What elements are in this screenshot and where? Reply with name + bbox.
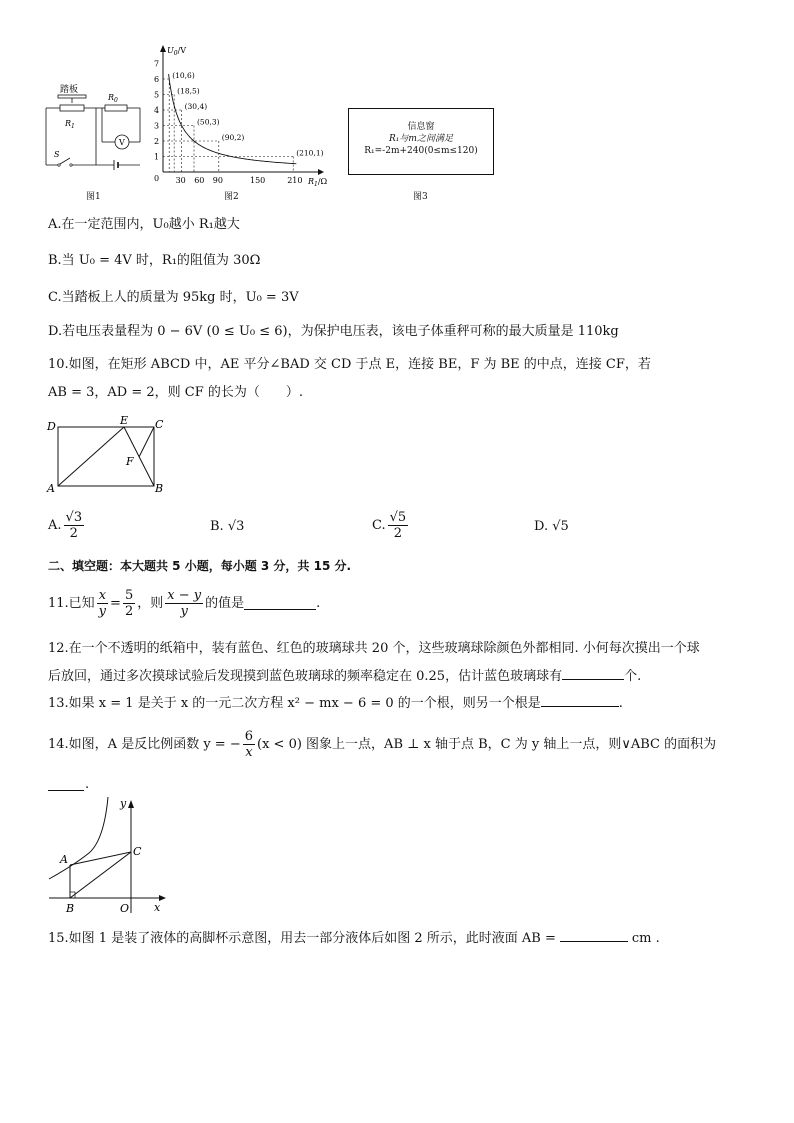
y-tick-label: 1 bbox=[154, 152, 160, 162]
section-2-heading: 二、填空题：本大题共 5 小题，每小题 3 分，共 15 分. bbox=[48, 559, 352, 573]
origin-label: 0 bbox=[154, 174, 160, 183]
q10-line2: AB = 3，AD = 2，则 CF 的长为（ ）. bbox=[48, 385, 303, 400]
x-tick-label: 60 bbox=[194, 176, 205, 185]
q9-option-a: A.在一定范围内，U₀越小 R₁越大 bbox=[48, 217, 240, 232]
label-C: C bbox=[155, 418, 164, 431]
q12-line2: 后放回，通过多次摸球试验后发现摸到蓝色玻璃球的频率稳定在 0.25，估计蓝色玻璃球有 个. bbox=[48, 669, 642, 684]
label-C: C bbox=[133, 845, 142, 858]
y-axis-label: $U_0/V$ bbox=[167, 46, 187, 57]
q14-graph-figure bbox=[44, 795, 174, 920]
q15: 15.如图 1 是装了液体的高脚杯示意图，用去一部分液体后如图 2 所示，此时液面 AB = cm . bbox=[48, 931, 660, 946]
point-label: (18,5) bbox=[177, 86, 200, 96]
y-tick-label: 7 bbox=[154, 59, 160, 69]
label-O: O bbox=[120, 902, 130, 915]
y-tick-label: 4 bbox=[154, 106, 160, 115]
point-label: (30,4) bbox=[184, 102, 208, 111]
q10-option-d: D. √5 bbox=[534, 519, 569, 534]
y-tick-label: 5 bbox=[154, 90, 160, 100]
q10-line1: 10.如图，在矩形 ABCD 中，AE 平分∠BAD 交 CD 于点 E，连接 BE，F 为 BE 的中点，连接 CF，若 bbox=[48, 357, 651, 372]
x-tick-label: 210 bbox=[287, 176, 303, 185]
y-tick-label: 6 bbox=[154, 75, 160, 84]
x-tick-label: 30 bbox=[175, 176, 186, 185]
svg-text:R0: $R_0$ bbox=[108, 93, 118, 104]
point-label: (50,3) bbox=[197, 117, 220, 127]
y-tick-label: 2 bbox=[154, 137, 160, 146]
q10-option-b: B. √3 bbox=[210, 519, 245, 534]
info-box-line2: R₁=-2m+240(0≤m≤120) bbox=[364, 146, 478, 156]
x-tick-label: 150 bbox=[250, 176, 266, 185]
q11-answer-blank[interactable] bbox=[244, 597, 316, 610]
label-D: D bbox=[47, 420, 56, 433]
point-label: (210,1) bbox=[296, 148, 324, 158]
y-axis-arrow bbox=[160, 45, 166, 52]
info-box-line1: R₁与m之间满足 bbox=[389, 134, 453, 144]
label-A: A bbox=[47, 482, 55, 495]
y-tick-label: 3 bbox=[154, 121, 160, 131]
svg-text:V: V bbox=[119, 138, 125, 147]
figure-1-circuit bbox=[40, 80, 150, 180]
x-axis-label: $R_1/\Omega$ bbox=[308, 177, 328, 188]
figure-3-info-box bbox=[348, 108, 494, 175]
point-label: (10,6) bbox=[172, 71, 195, 80]
svg-text:S: S bbox=[54, 150, 60, 159]
q12-answer-blank[interactable] bbox=[562, 667, 624, 680]
figure-2-graph bbox=[148, 44, 333, 192]
pedal-label: 踏板 bbox=[60, 85, 79, 95]
svg-text:R1: $R_1$ bbox=[65, 119, 75, 130]
figure-3-caption: 图3 bbox=[413, 192, 428, 202]
info-box-title: 信息窗 bbox=[407, 122, 435, 132]
q9-option-b: B.当 U₀ = 4V 时，R₁的阻值为 30Ω bbox=[48, 253, 261, 268]
q14: 14.如图，A 是反比例函数 y = − $\frac{6}{x}$ (x < 0) 图象上一点，AB ⊥ x 轴于点 B，C 为 y 轴上一点，则∨ABC 的面积为 bbox=[48, 729, 717, 760]
q11: 11.已知 $\frac{x}{y}$ = $\frac{5}{2}$ ，则 $\frac{x - y}{y}$ 的值是 . bbox=[48, 588, 321, 619]
q13-answer-blank[interactable] bbox=[541, 694, 619, 707]
q9-option-d: D.若电压表量程为 0 − 6V (0 ≤ U₀ ≤ 6)，为保护电压表，该电子体重秤可称的最大质量是 110kg bbox=[48, 324, 619, 339]
figure-1-caption: 图1 bbox=[86, 192, 101, 202]
point-label: (90,2) bbox=[221, 133, 245, 142]
label-E: E bbox=[120, 414, 129, 427]
q13: 13.如果 x = 1 是关于 x 的一元二次方程 x² − mx − 6 = 0 的一个根，则另一个根是 . bbox=[48, 696, 623, 711]
label-y: y bbox=[120, 797, 127, 810]
q10-rectangle-figure bbox=[44, 414, 169, 496]
q9-option-c: C.当踏板上人的质量为 95kg 时，U₀ = 3V bbox=[48, 290, 299, 305]
q14-period: . bbox=[85, 777, 90, 792]
q10-option-c: C. $\frac{√5}{2}$ bbox=[372, 510, 407, 541]
q14-answer-blank[interactable] bbox=[48, 790, 84, 791]
figure-2-caption: 图2 bbox=[224, 192, 239, 202]
label-x: x bbox=[154, 901, 161, 914]
label-B: B bbox=[155, 482, 164, 495]
q10-option-a: A. $\frac{√3}{2}$ bbox=[48, 510, 83, 541]
x-tick-label: 90 bbox=[212, 176, 223, 185]
x-axis-arrow bbox=[318, 169, 324, 175]
q15-answer-blank[interactable] bbox=[560, 929, 628, 942]
label-F: F bbox=[126, 455, 134, 468]
label-B: B bbox=[66, 902, 75, 915]
q12-line1: 12.在一个不透明的纸箱中，装有蓝色、红色的玻璃球共 20 个，这些玻璃球除颜色外都相同. 小何每次摸出一个球 bbox=[48, 641, 700, 656]
label-A: A bbox=[60, 853, 68, 866]
